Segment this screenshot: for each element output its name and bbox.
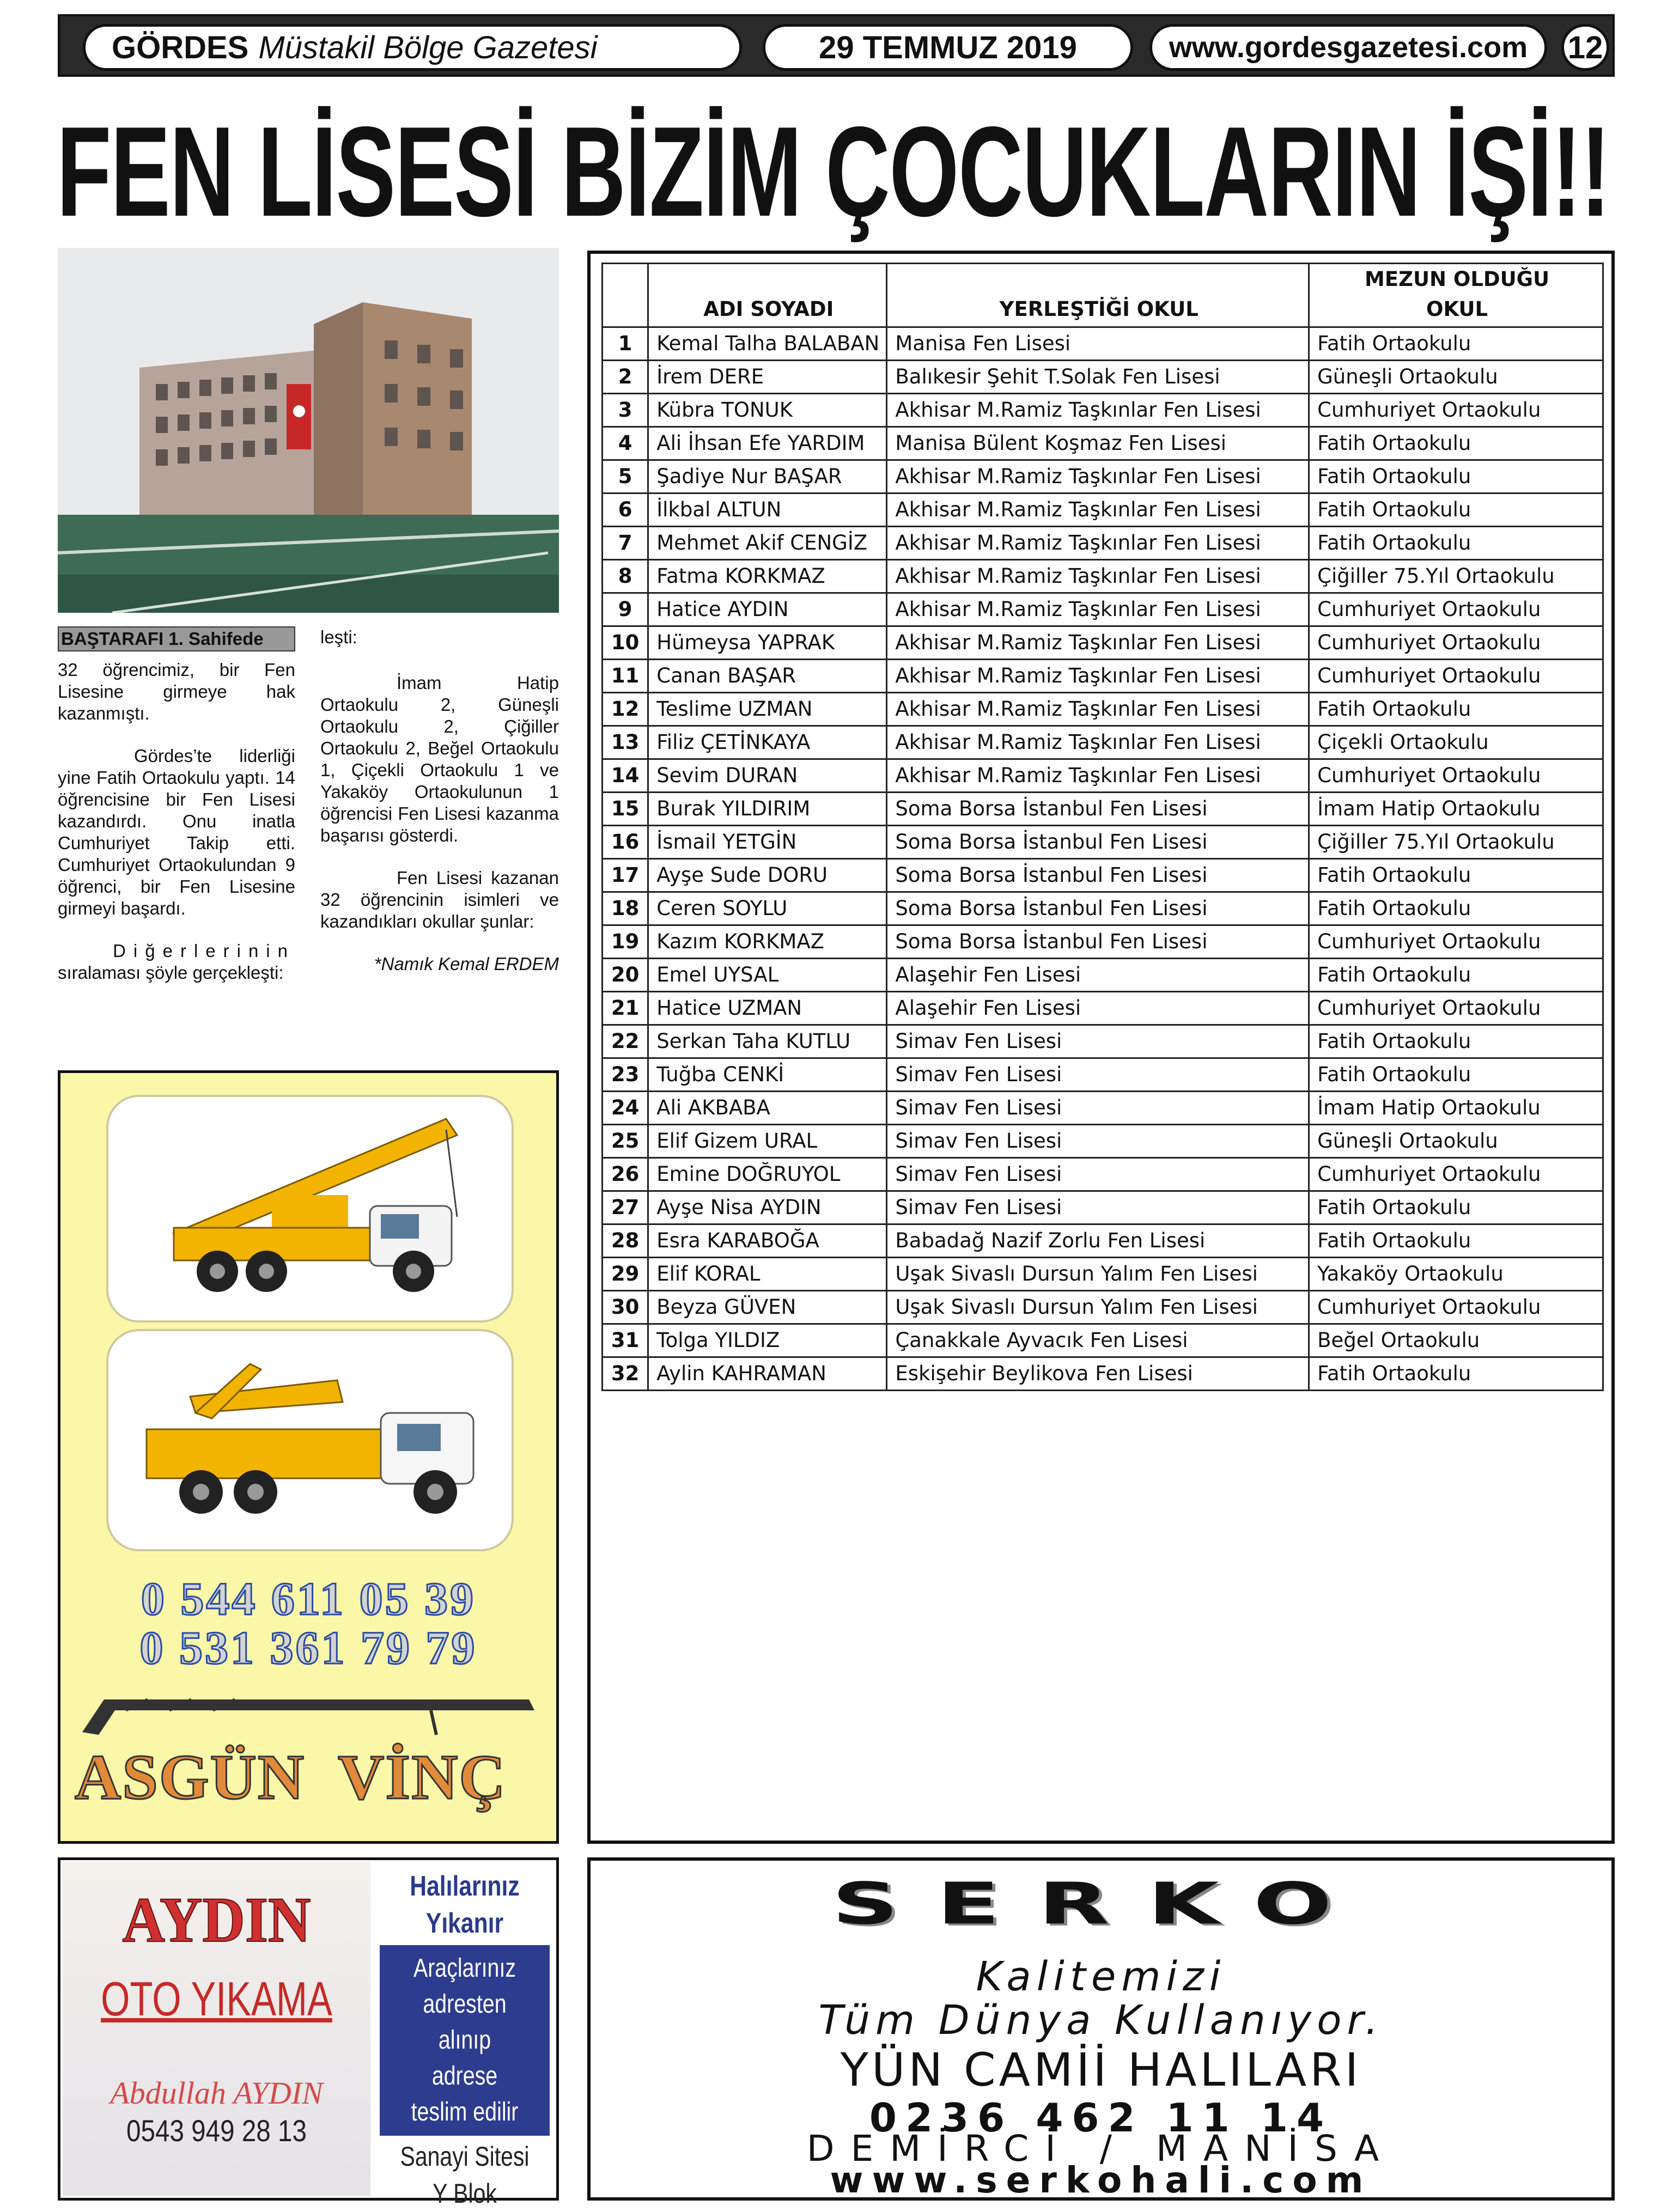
col-header-graduated-line1: MEZUN OLDUĞU xyxy=(1365,267,1550,291)
page-number: 12 xyxy=(1561,24,1609,71)
table-row xyxy=(603,527,1603,560)
placed-school: Çanakkale Ayvacık Fen Lisesi xyxy=(887,1324,1309,1357)
row-number: 13 xyxy=(603,726,648,759)
table-row xyxy=(603,560,1603,593)
graduated-school: Cumhuriyet Ortaokulu xyxy=(1309,1291,1603,1324)
student-name: İrem DERE xyxy=(648,361,887,394)
graduated-school: Cumhuriyet Ortaokulu xyxy=(1309,660,1603,693)
student-name: Tolga YILDIZ xyxy=(648,1324,887,1357)
placed-school: Babadağ Nazif Zorlu Fen Lisesi xyxy=(887,1224,1309,1258)
student-name: Emel UYSAL xyxy=(648,959,887,992)
table-row xyxy=(603,493,1603,527)
table-row xyxy=(603,1357,1603,1391)
table-row xyxy=(603,361,1603,394)
school-building-photo xyxy=(58,248,559,613)
row-number: 5 xyxy=(603,460,648,493)
article-author: *Namık Kemal ERDEM xyxy=(374,954,559,974)
student-name: Kemal Talha BALABAN xyxy=(648,327,887,361)
table-row xyxy=(603,327,1603,361)
student-name: Hümeysa YAPRAK xyxy=(648,626,887,660)
serko-slogan-1: Kalitemizi xyxy=(976,1953,1226,2000)
graduated-school: Fatih Ortaokulu xyxy=(1309,493,1603,527)
row-number: 24 xyxy=(603,1092,648,1125)
headline: FEN LİSESİ BİZİM ÇOCUKLARIN İŞİ!! xyxy=(57,100,1610,243)
graduated-school: Fatih Ortaokulu xyxy=(1309,1357,1603,1391)
table-row xyxy=(603,925,1603,959)
placed-school: Akhisar M.Ramiz Taşkınlar Fen Lisesi xyxy=(887,660,1309,693)
graduated-school: İmam Hatip Ortaokulu xyxy=(1309,793,1603,826)
row-number: 31 xyxy=(603,1324,648,1357)
table-row xyxy=(603,1125,1603,1158)
row-number: 8 xyxy=(603,560,648,593)
placed-school: Soma Borsa İstanbul Fen Lisesi xyxy=(887,892,1309,925)
aydin-title: AYDIN xyxy=(122,1884,311,1955)
crane-phone-1[interactable]: 0 544 611 05 39 xyxy=(141,1573,476,1625)
table-row xyxy=(603,693,1603,726)
article-column-2 xyxy=(320,626,559,975)
row-number: 30 xyxy=(603,1291,648,1324)
row-number: 21 xyxy=(603,992,648,1025)
serko-hali-advertisement xyxy=(587,1857,1615,2201)
graduated-school: Fatih Ortaokulu xyxy=(1309,427,1603,460)
placed-school: Balıkesir Şehit T.Solak Fen Lisesi xyxy=(887,361,1309,394)
aydin-address-2: Y Blok xyxy=(433,2178,497,2209)
placed-school: Akhisar M.Ramiz Taşkınlar Fen Lisesi xyxy=(887,560,1309,593)
student-name: Filiz ÇETİNKAYA xyxy=(648,726,887,759)
crane-boom-logo-icon xyxy=(82,1694,540,1738)
graduated-school: Yakaköy Ortaokulu xyxy=(1309,1258,1603,1291)
crane-brand-logo xyxy=(75,1740,549,1814)
table-row xyxy=(603,427,1603,460)
student-name: İlkbal ALTUN xyxy=(648,493,887,527)
results-table xyxy=(601,263,1604,1391)
table-row xyxy=(603,1025,1603,1058)
graduated-school: Cumhuriyet Ortaokulu xyxy=(1309,593,1603,626)
serko-website[interactable]: www.serkohali.com xyxy=(830,2159,1372,2201)
aydin-ad-right-panel xyxy=(372,1860,557,2209)
row-number: 19 xyxy=(603,925,648,959)
table-row xyxy=(603,726,1603,759)
table-row xyxy=(603,593,1603,626)
row-number: 6 xyxy=(603,493,648,527)
table-row xyxy=(603,1224,1603,1258)
serko-logo: SERKO xyxy=(831,1870,1371,1937)
placed-school: Akhisar M.Ramiz Taşkınlar Fen Lisesi xyxy=(887,726,1309,759)
table-row xyxy=(603,1191,1603,1224)
graduated-school: Fatih Ortaokulu xyxy=(1309,327,1603,361)
table-row xyxy=(603,1324,1603,1357)
placed-school: Simav Fen Lisesi xyxy=(887,1025,1309,1058)
article-paragraph: İmam Hatip Ortaokulu 2, Güneşli Ortaokulu 2, Çiğiller Ortaokulu 2, Beğel Ortaokulu 1, Çiçekli Ortaokulu 1 ve Yakaköy Ortaokulunun 1 öğrencisi Fen Lisesi kazanma başarısı gösterdi. xyxy=(320,673,559,845)
row-number: 27 xyxy=(603,1191,648,1224)
row-number: 25 xyxy=(603,1125,648,1158)
graduated-school: Cumhuriyet Ortaokulu xyxy=(1309,992,1603,1025)
graduated-school: Çiğiller 75.Yıl Ortaokulu xyxy=(1309,560,1603,593)
student-name: Tuğba CENKİ xyxy=(648,1058,887,1092)
graduated-school: Fatih Ortaokulu xyxy=(1309,859,1603,892)
placed-school: Manisa Fen Lisesi xyxy=(887,327,1309,361)
paper-subtitle: Müstakil Bölge Gazetesi xyxy=(258,29,598,65)
aydin-owner: Abdullah AYDIN xyxy=(110,2075,323,2111)
row-number: 26 xyxy=(603,1158,648,1191)
crane-phone-2[interactable]: 0 531 361 79 79 xyxy=(139,1622,477,1674)
brand-right: VİNÇ xyxy=(338,1741,507,1813)
row-number: 14 xyxy=(603,759,648,793)
student-name: Beyza GÜVEN xyxy=(648,1291,887,1324)
article-paragraph-end: leşti: xyxy=(320,627,357,647)
student-name: Hatice UZMAN xyxy=(648,992,887,1025)
serko-phone[interactable]: 0236 462 11 14 xyxy=(869,2095,1333,2141)
table-row xyxy=(603,1291,1603,1324)
student-name: İsmail YETGİN xyxy=(648,826,887,859)
graduated-school: Güneşli Ortaokulu xyxy=(1309,1125,1603,1158)
table-row xyxy=(603,460,1603,493)
table-row xyxy=(603,626,1603,660)
table-row xyxy=(603,892,1603,925)
table-row xyxy=(603,759,1603,793)
row-number: 20 xyxy=(603,959,648,992)
graduated-school: Cumhuriyet Ortaokulu xyxy=(1309,626,1603,660)
graduated-school: Güneşli Ortaokulu xyxy=(1309,361,1603,394)
student-name: Fatma KORKMAZ xyxy=(648,560,887,593)
student-name: Esra KARABOĞA xyxy=(648,1224,887,1258)
table-row xyxy=(603,859,1603,892)
student-name: Canan BAŞAR xyxy=(648,660,887,693)
graduated-school: Fatih Ortaokulu xyxy=(1309,693,1603,726)
graduated-school: Fatih Ortaokulu xyxy=(1309,527,1603,560)
graduated-school: Cumhuriyet Ortaokulu xyxy=(1309,1158,1603,1191)
placed-school: Soma Borsa İstanbul Fen Lisesi xyxy=(887,793,1309,826)
aydin-ad-left-panel xyxy=(63,1862,370,2196)
article-column-1 xyxy=(58,659,295,1004)
aydin-line-2: Yıkanır xyxy=(425,1908,504,1939)
table-row xyxy=(603,1058,1603,1092)
knuckle-crane-truck-image xyxy=(106,1329,514,1551)
placed-school: Simav Fen Lisesi xyxy=(887,1191,1309,1224)
student-name: Mehmet Akif CENGİZ xyxy=(648,527,887,560)
student-name: Şadiye Nur BAŞAR xyxy=(648,460,887,493)
col-header-name: ADI SOYADI xyxy=(648,264,887,327)
article-paragraph: 32 öğrencimiz, bir Fen Lisesine girmeye hak kazanmıştı. xyxy=(58,660,295,723)
placed-school: Akhisar M.Ramiz Taşkınlar Fen Lisesi xyxy=(887,460,1309,493)
student-name: Ceren SOYLU xyxy=(648,892,887,925)
table-row xyxy=(603,826,1603,859)
student-name: Ayşe Nisa AYDIN xyxy=(648,1191,887,1224)
row-number: 29 xyxy=(603,1258,648,1291)
placed-school: Simav Fen Lisesi xyxy=(887,1058,1309,1092)
graduated-school: İmam Hatip Ortaokulu xyxy=(1309,1092,1603,1125)
row-number: 1 xyxy=(603,327,648,361)
student-name: Elif Gizem URAL xyxy=(648,1125,887,1158)
graduated-school: Beğel Ortaokulu xyxy=(1309,1324,1603,1357)
row-number: 17 xyxy=(603,859,648,892)
aydin-box-line: adrese xyxy=(431,2062,498,2091)
aydin-box-line: teslim edilir xyxy=(411,2098,519,2126)
placed-school: Akhisar M.Ramiz Taşkınlar Fen Lisesi xyxy=(887,759,1309,793)
col-header-graduated-line2: OKUL xyxy=(1426,297,1488,321)
row-number: 12 xyxy=(603,693,648,726)
website-link[interactable]: www.gordesgazetesi.com xyxy=(1149,24,1547,71)
row-number: 28 xyxy=(603,1224,648,1258)
placed-school: Eskişehir Beylikova Fen Lisesi xyxy=(887,1357,1309,1391)
col-header-number xyxy=(603,264,648,327)
crane-advertisement xyxy=(58,1070,559,1844)
graduated-school: Fatih Ortaokulu xyxy=(1309,1224,1603,1258)
table-row xyxy=(603,1258,1603,1291)
table-row xyxy=(603,959,1603,992)
row-number: 11 xyxy=(603,660,648,693)
row-number: 23 xyxy=(603,1058,648,1092)
placed-school: Soma Borsa İstanbul Fen Lisesi xyxy=(887,925,1309,959)
student-name: Burak YILDIRIM xyxy=(648,793,887,826)
graduated-school: Çiçekli Ortaokulu xyxy=(1309,726,1603,759)
student-name: Kübra TONUK xyxy=(648,394,887,427)
school-building-illustration xyxy=(58,248,559,613)
graduated-school: Cumhuriyet Ortaokulu xyxy=(1309,925,1603,959)
placed-school: Soma Borsa İstanbul Fen Lisesi xyxy=(887,859,1309,892)
graduated-school: Fatih Ortaokulu xyxy=(1309,1191,1603,1224)
continuation-label: BAŞTARAFI 1. Sahifede xyxy=(58,626,295,651)
graduated-school: Cumhuriyet Ortaokulu xyxy=(1309,759,1603,793)
aydin-box-line: adresten alınıp xyxy=(423,1990,507,2055)
placed-school: Akhisar M.Ramiz Taşkınlar Fen Lisesi xyxy=(887,593,1309,626)
col-header-graduated xyxy=(1309,264,1603,327)
results-table-body xyxy=(603,327,1603,1391)
graduated-school: Fatih Ortaokulu xyxy=(1309,1025,1603,1058)
student-name: Hatice AYDIN xyxy=(648,593,887,626)
student-name: Aylin KAHRAMAN xyxy=(648,1357,887,1391)
masthead-bar xyxy=(58,14,1615,77)
placed-school: Uşak Sivaslı Dursun Yalım Fen Lisesi xyxy=(887,1291,1309,1324)
article-paragraph: sıralaması şöyle gerçekleşti: xyxy=(58,962,284,983)
graduated-school: Fatih Ortaokulu xyxy=(1309,1058,1603,1092)
serko-slogan-2: Tüm Dünya Kullanıyor. xyxy=(818,1997,1384,2044)
serko-city: DEMİRCİ / MANİSA xyxy=(806,2128,1396,2170)
student-name: Sevim DURAN xyxy=(648,759,887,793)
row-number: 32 xyxy=(603,1357,648,1391)
table-row xyxy=(603,1092,1603,1125)
article-paragraph: Gördes’te liderliği yine Fatih Ortaokulu yaptı. 14 öğrencisine bir Fen Lisesi kazandırdı. Onu inatla Cumhuriyet Takip etti. Cumhuriyet Ortaokulundan 9 öğrenci, bir Fen Lisesine girmeyi başardı. xyxy=(58,746,295,918)
placed-school: Akhisar M.Ramiz Taşkınlar Fen Lisesi xyxy=(887,693,1309,726)
student-name: Kazım KORKMAZ xyxy=(648,925,887,959)
paper-name xyxy=(83,24,742,71)
article-paragraph: Fen Lisesi kazanan 32 öğrencinin isimleri ve kazandıkları okullar şunlar: xyxy=(320,868,559,931)
aydin-subtitle: OTO YIKAMA xyxy=(101,1972,332,2026)
row-number: 7 xyxy=(603,527,648,560)
graduated-school: Fatih Ortaokulu xyxy=(1309,959,1603,992)
aydin-line-1: Halılarınız xyxy=(410,1870,520,1902)
row-number: 2 xyxy=(603,361,648,394)
table-row xyxy=(603,1158,1603,1191)
row-number: 10 xyxy=(603,626,648,660)
row-number: 3 xyxy=(603,394,648,427)
table-row xyxy=(603,793,1603,826)
placed-school: Akhisar M.Ramiz Taşkınlar Fen Lisesi xyxy=(887,527,1309,560)
serko-business: YÜN CAMİİ HALILARI xyxy=(840,2043,1362,2097)
placed-school: Uşak Sivaslı Dursun Yalım Fen Lisesi xyxy=(887,1258,1309,1291)
brand-left: ASGÜN xyxy=(75,1741,306,1813)
placed-school: Simav Fen Lisesi xyxy=(887,1158,1309,1191)
aydin-oto-yikama-advertisement xyxy=(58,1857,559,2209)
student-name: Emine DOĞRUYOL xyxy=(648,1158,887,1191)
mobile-crane-image xyxy=(106,1095,514,1323)
issue-date: 29 TEMMUZ 2019 xyxy=(763,24,1133,71)
placed-school: Soma Borsa İstanbul Fen Lisesi xyxy=(887,826,1309,859)
student-name: Ali AKBABA xyxy=(648,1092,887,1125)
row-number: 4 xyxy=(603,427,648,460)
student-name: Elif KORAL xyxy=(648,1258,887,1291)
placed-school: Akhisar M.Ramiz Taşkınlar Fen Lisesi xyxy=(887,493,1309,527)
student-name: Ayşe Sude DORU xyxy=(648,859,887,892)
graduated-school: Fatih Ortaokulu xyxy=(1309,460,1603,493)
placed-school: Alaşehir Fen Lisesi xyxy=(887,959,1309,992)
aydin-box-line: Araçlarınız xyxy=(413,1954,516,1983)
student-name: Ali İhsan Efe YARDIM xyxy=(648,427,887,460)
row-number: 18 xyxy=(603,892,648,925)
graduated-school: Çiğiller 75.Yıl Ortaokulu xyxy=(1309,826,1603,859)
row-number: 9 xyxy=(603,593,648,626)
placed-school: Alaşehir Fen Lisesi xyxy=(887,992,1309,1025)
placed-school: Manisa Bülent Koşmaz Fen Lisesi xyxy=(887,427,1309,460)
aydin-phone[interactable]: 0543 949 28 13 xyxy=(126,2113,307,2148)
student-name: Serkan Taha KUTLU xyxy=(648,1025,887,1058)
aydin-service-box xyxy=(380,1945,550,2136)
col-header-school: YERLEŞTİĞİ OKUL xyxy=(887,264,1309,327)
table-header-row xyxy=(603,264,1603,327)
article-paragraph: Diğerlerinin xyxy=(113,941,295,961)
row-number: 22 xyxy=(603,1025,648,1058)
placed-school: Akhisar M.Ramiz Taşkınlar Fen Lisesi xyxy=(887,394,1309,427)
aydin-address-1: Sanayi Sitesi xyxy=(400,2141,530,2172)
table-row xyxy=(603,394,1603,427)
graduated-school: Cumhuriyet Ortaokulu xyxy=(1309,394,1603,427)
table-row xyxy=(603,992,1603,1025)
paper-name-text: GÖRDES xyxy=(112,29,249,65)
placed-school: Simav Fen Lisesi xyxy=(887,1125,1309,1158)
student-name: Teslime UZMAN xyxy=(648,693,887,726)
placed-school: Akhisar M.Ramiz Taşkınlar Fen Lisesi xyxy=(887,626,1309,660)
row-number: 16 xyxy=(603,826,648,859)
table-row xyxy=(603,660,1603,693)
graduated-school: Fatih Ortaokulu xyxy=(1309,892,1603,925)
placed-school: Simav Fen Lisesi xyxy=(887,1092,1309,1125)
row-number: 15 xyxy=(603,793,648,826)
